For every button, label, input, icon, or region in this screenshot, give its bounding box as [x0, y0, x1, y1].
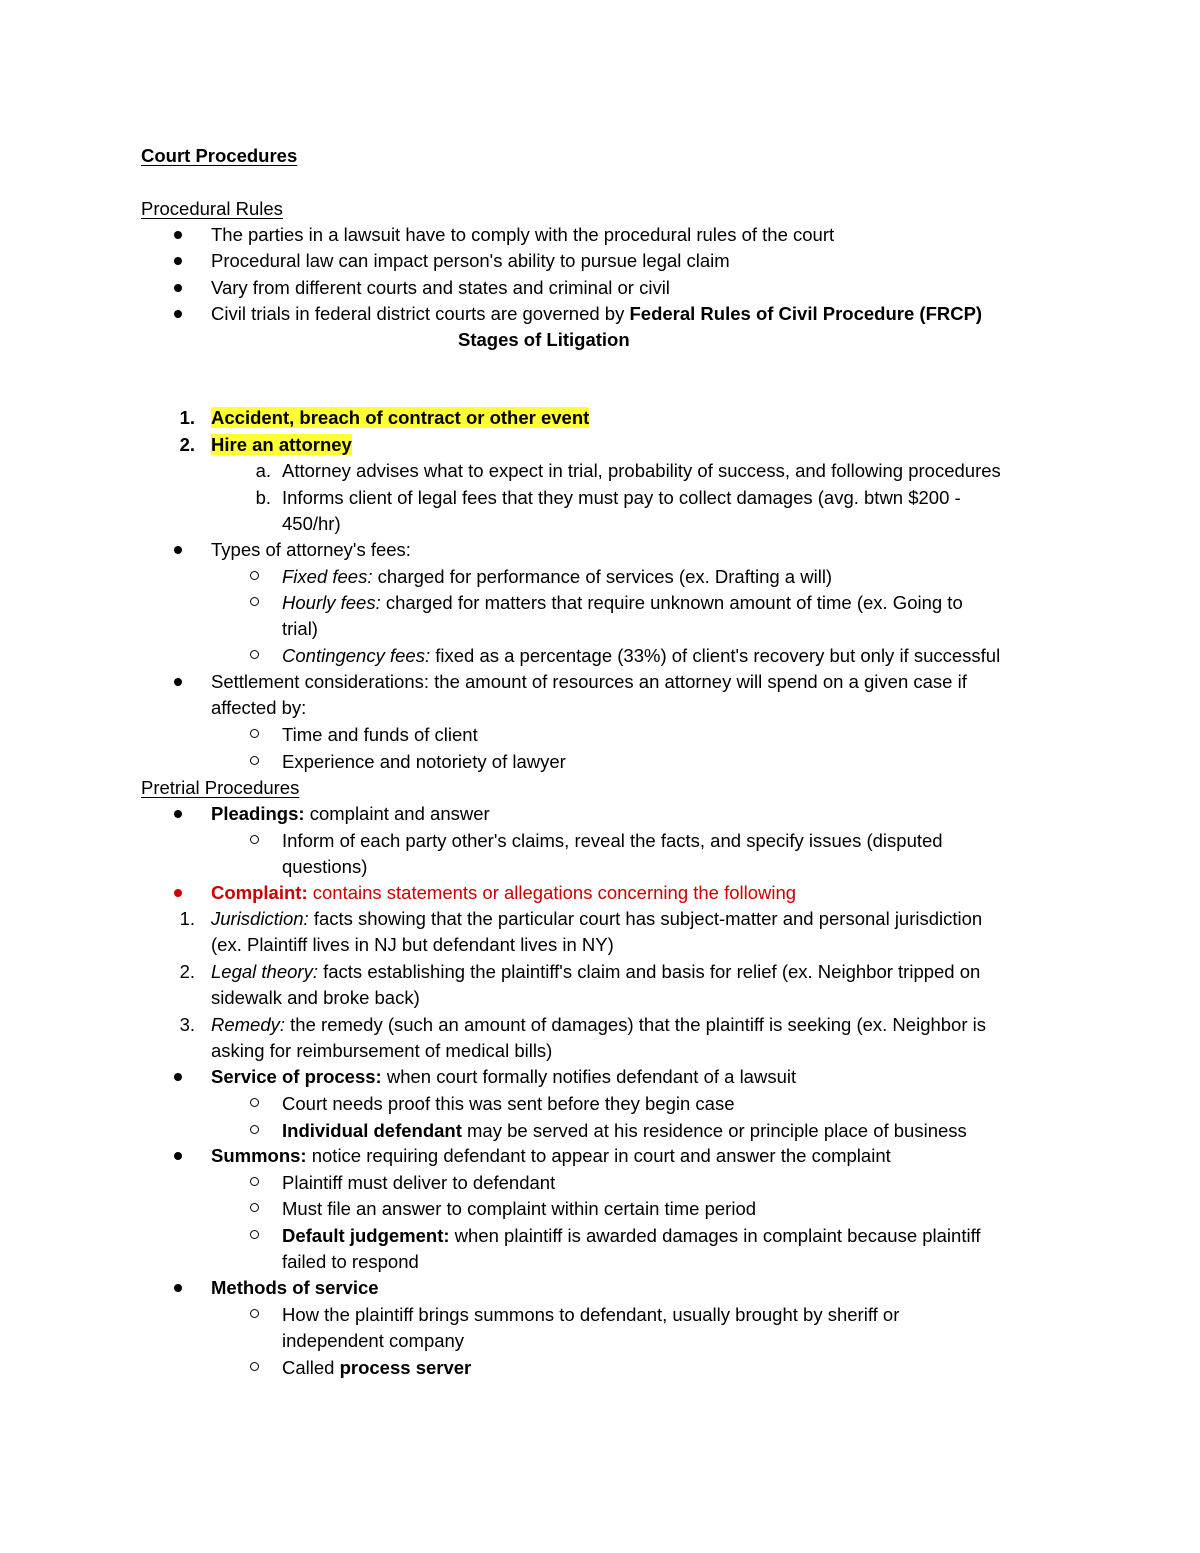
circle-bullet-icon [250, 835, 259, 844]
term: Summons: [211, 1145, 307, 1166]
frcp-prefix: Civil trials in federal district courts are governed by [211, 303, 630, 324]
complaint-item [211, 880, 796, 906]
circle-bullet-icon [250, 650, 259, 659]
highlighted-text: Accident, breach of contract or other event [211, 407, 590, 428]
fee-item-fixed [282, 564, 832, 590]
list-item-frcp [211, 301, 982, 327]
settlement-sub-item: Time and funds of client [282, 724, 478, 745]
fee-text: fixed as a percentage (33%) of client's recovery but only if successful [430, 645, 1001, 666]
circle-bullet-icon [250, 1362, 259, 1371]
term: Jurisdiction: [211, 908, 309, 929]
methods-sub-item-cont: independent company [282, 1330, 465, 1351]
pleadings-item [211, 801, 490, 827]
summons-sub-item: Plaintiff must deliver to defendant [282, 1172, 556, 1193]
section-heading-procedural-rules: Procedural Rules [141, 198, 283, 219]
fee-term: Contingency fees: [282, 645, 431, 666]
settlement-item-cont: affected by: [211, 697, 307, 718]
methods-sub-item: How the plaintiff brings summons to defendant, usually brought by sheriff or [282, 1304, 900, 1325]
sub-item-a: Attorney advises what to expect in trial, probability of success, and following procedures [282, 460, 1001, 481]
sub-item-b: Informs client of legal fees that they must pay to collect damages (avg. btwn $200 - [282, 487, 961, 508]
term: Legal theory: [211, 961, 318, 982]
circle-bullet-icon [250, 1177, 259, 1186]
list-number: 3. [179, 1014, 195, 1035]
term-text: when court formally notifies defendant of a lawsuit [381, 1066, 797, 1087]
term-text: contains statements or allegations concerning the following [307, 882, 797, 903]
summons-sub-item-default-cont: failed to respond [282, 1251, 419, 1272]
fee-term: Hourly fees: [282, 592, 381, 613]
term-text: may be served at his residence or principle place of business [461, 1120, 967, 1141]
section-heading-stages: Stages of Litigation [458, 329, 630, 350]
summons-sub-item-default [282, 1223, 981, 1249]
term-text: Called [282, 1357, 340, 1378]
bullet-icon [174, 678, 182, 686]
fee-item-contingency [282, 643, 1000, 669]
circle-bullet-icon [250, 1098, 259, 1107]
term: process server [339, 1357, 472, 1378]
circle-bullet-icon [250, 1230, 259, 1239]
bullet-icon [174, 1152, 182, 1160]
circle-bullet-icon [250, 729, 259, 738]
service-item [211, 1064, 796, 1090]
fee-text: charged for matters that require unknown amount of time (ex. Going to [380, 592, 963, 613]
list-number: 1. [179, 908, 195, 929]
list-item: Vary from different courts and states and criminal or civil [211, 277, 670, 298]
term-text: notice requiring defendant to appear in court and answer the complaint [306, 1145, 891, 1166]
complaint-jurisdiction [211, 906, 982, 932]
term-text: when plaintiff is awarded damages in complaint because plaintiff [449, 1225, 981, 1246]
complaint-jurisdiction-cont: (ex. Plaintiff lives in NJ but defendant lives in NY) [211, 934, 614, 955]
stage-item-accident [211, 405, 589, 431]
term: Pleadings: [211, 803, 305, 824]
circle-bullet-icon [250, 1309, 259, 1318]
list-number: 2. [179, 434, 195, 455]
methods-sub-item [282, 1355, 471, 1381]
service-sub-item: Court needs proof this was sent before they begin case [282, 1093, 735, 1114]
complaint-remedy-cont: asking for reimbursement of medical bills) [211, 1040, 553, 1061]
bullet-icon [174, 231, 182, 239]
summons-sub-item: Must file an answer to complaint within certain time period [282, 1198, 757, 1219]
bullet-icon [174, 546, 182, 554]
term-text: facts showing that the particular court has subject-matter and personal jurisdiction [308, 908, 983, 929]
sub-item-b-cont: 450/hr) [282, 513, 341, 534]
term: Complaint: [211, 882, 308, 903]
fee-text: charged for performance of services (ex. Drafting a will) [372, 566, 833, 587]
bullet-icon [174, 810, 182, 818]
term: Default judgement: [282, 1225, 450, 1246]
term: Service of process: [211, 1066, 382, 1087]
fee-term: Fixed fees: [282, 566, 373, 587]
bullet-icon [174, 889, 182, 897]
sub-label: b. [255, 487, 271, 508]
settlement-sub-item: Experience and notoriety of lawyer [282, 751, 566, 772]
frcp-bold: Federal Rules of Civil Procedure (FRCP) [629, 303, 983, 324]
term: Individual defendant [282, 1120, 462, 1141]
stage-item-hire-attorney [211, 432, 352, 458]
settlement-item: Settlement considerations: the amount of resources an attorney will spend on a given case if [211, 671, 967, 692]
circle-bullet-icon [250, 571, 259, 580]
section-heading-pretrial: Pretrial Procedures [141, 777, 300, 798]
bullet-icon [174, 310, 182, 318]
methods-heading: Methods of service [211, 1277, 379, 1298]
document-title: Court Procedures [141, 145, 298, 166]
pleadings-sub-item: Inform of each party other's claims, reveal the facts, and specify issues (disputed [282, 830, 943, 851]
complaint-legal-theory [211, 959, 980, 985]
bullet-icon [174, 257, 182, 265]
circle-bullet-icon [250, 1203, 259, 1212]
pleadings-sub-item-cont: questions) [282, 856, 368, 877]
bullet-icon [174, 1073, 182, 1081]
complaint-legal-theory-cont: sidewalk and broke back) [211, 987, 420, 1008]
list-item: The parties in a lawsuit have to comply with the procedural rules of the court [211, 224, 835, 245]
fee-item-hourly-cont: trial) [282, 618, 318, 639]
term: Remedy: [211, 1014, 286, 1035]
bullet-icon [174, 1284, 182, 1292]
highlighted-text: Hire an attorney [211, 434, 352, 455]
term-text: facts establishing the plaintiff's claim and basis for relief (ex. Neighbor tripped on [317, 961, 981, 982]
sub-label: a. [255, 460, 271, 481]
term-text: the remedy (such an amount of damages) that the plaintiff is seeking (ex. Neighbor is [285, 1014, 987, 1035]
complaint-remedy [211, 1012, 986, 1038]
circle-bullet-icon [250, 756, 259, 765]
fee-item-hourly [282, 590, 963, 616]
term-text: complaint and answer [304, 803, 490, 824]
list-number: 1. [179, 407, 195, 428]
circle-bullet-icon [250, 1125, 259, 1134]
summons-item [211, 1143, 891, 1169]
fees-heading: Types of attorney's fees: [211, 539, 411, 560]
circle-bullet-icon [250, 597, 259, 606]
list-item: Procedural law can impact person's ability to pursue legal claim [211, 250, 730, 271]
bullet-icon [174, 284, 182, 292]
list-number: 2. [179, 961, 195, 982]
service-sub-item [282, 1118, 967, 1144]
